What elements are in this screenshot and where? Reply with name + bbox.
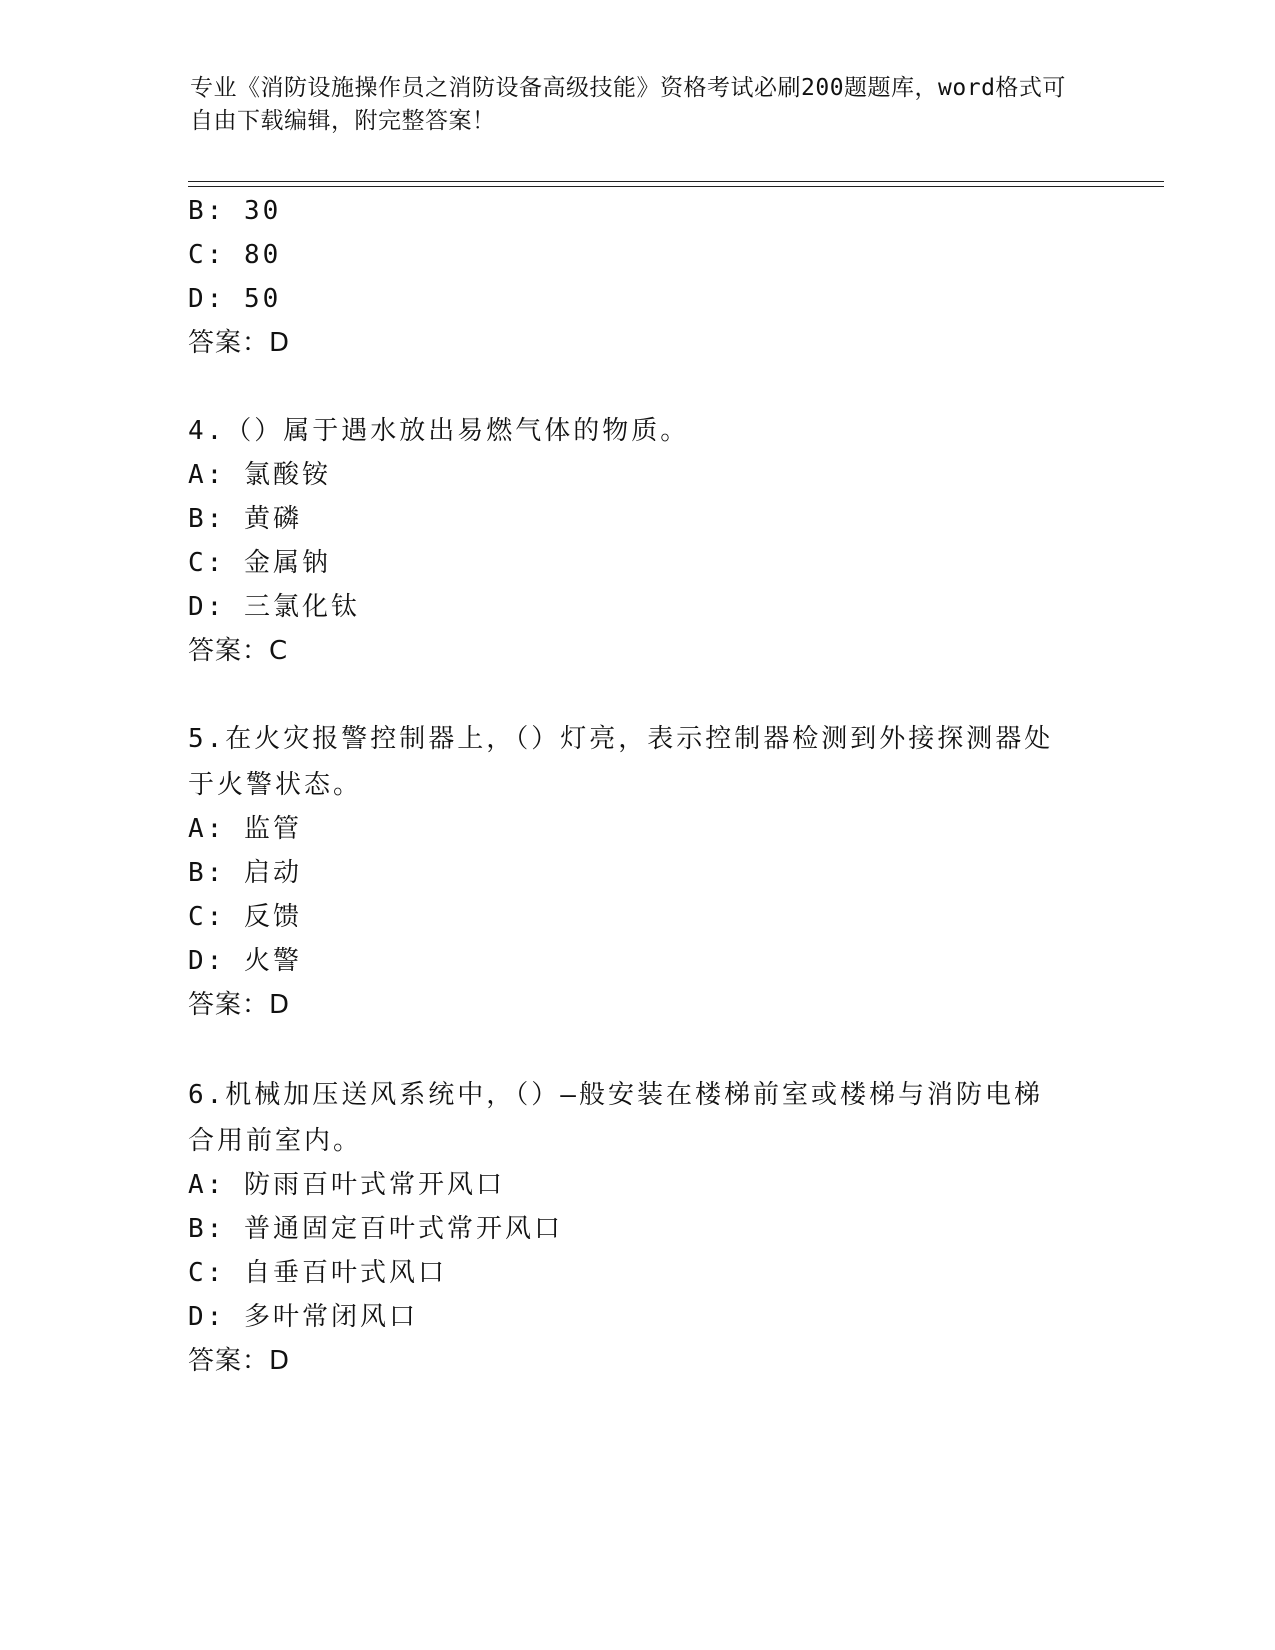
option-text: 80 bbox=[243, 240, 282, 270]
q4-answer: 答案：C bbox=[188, 636, 289, 666]
q6-answer: 答案：D bbox=[188, 1346, 291, 1376]
option-text: 氯酸铵 bbox=[243, 460, 331, 490]
q6-option-a bbox=[188, 1162, 505, 1208]
option-text: 多叶常闭风口 bbox=[243, 1302, 418, 1332]
q3-option-d bbox=[188, 276, 281, 322]
option-letter: B: bbox=[188, 1214, 226, 1244]
q6-question: 6.机械加压送风系统中，（）—般安装在楼梯前室或楼梯与消防电梯合用前室内。 bbox=[188, 1080, 1043, 1156]
q4-option-a bbox=[188, 452, 331, 498]
document-header: 专业《消防设施操作员之消防设备高级技能》资格考试必刷200题题库，word格式可自由下载编辑，附完整答案！ bbox=[190, 75, 1066, 134]
option-letter: A: bbox=[188, 814, 226, 844]
option-letter: A: bbox=[188, 1170, 226, 1200]
option-letter: D: bbox=[188, 284, 226, 314]
option-letter: C: bbox=[188, 1258, 226, 1288]
option-text: 黄磷 bbox=[243, 504, 302, 534]
option-letter: B: bbox=[188, 504, 226, 534]
option-text: 监管 bbox=[243, 814, 302, 844]
q6-option-d bbox=[188, 1294, 418, 1340]
q4-option-c bbox=[188, 540, 331, 586]
header-rule-top bbox=[188, 181, 1164, 182]
option-text: 金属钠 bbox=[243, 548, 331, 578]
option-text: 30 bbox=[243, 196, 282, 226]
q5-answer: 答案：D bbox=[188, 990, 291, 1020]
q5-option-b bbox=[188, 850, 302, 896]
option-text: 普通固定百叶式常开风口 bbox=[243, 1214, 563, 1244]
q3-option-b bbox=[188, 188, 281, 234]
q4-question: 4.（）属于遇水放出易燃气体的物质。 bbox=[188, 416, 690, 446]
option-letter: B: bbox=[188, 858, 226, 888]
option-text: 三氯化钛 bbox=[243, 592, 360, 622]
q3-option-c bbox=[188, 232, 281, 278]
option-letter: A: bbox=[188, 460, 226, 490]
q3-answer: 答案：D bbox=[188, 328, 291, 358]
option-text: 火警 bbox=[243, 946, 302, 976]
q5-question: 5.在火灾报警控制器上，（）灯亮，表示控制器检测到外接探测器处于火警状态。 bbox=[188, 724, 1054, 800]
option-text: 启动 bbox=[243, 858, 302, 888]
option-letter: C: bbox=[188, 548, 226, 578]
q5-option-a bbox=[188, 806, 302, 852]
q6-option-b bbox=[188, 1206, 563, 1252]
option-letter: C: bbox=[188, 240, 226, 270]
option-text: 防雨百叶式常开风口 bbox=[243, 1170, 505, 1200]
option-text: 反馈 bbox=[243, 902, 302, 932]
option-letter: D: bbox=[188, 1302, 226, 1332]
option-letter: D: bbox=[188, 946, 226, 976]
q4-option-d bbox=[188, 584, 360, 630]
option-letter: D: bbox=[188, 592, 226, 622]
option-text: 50 bbox=[243, 284, 282, 314]
option-letter: C: bbox=[188, 902, 226, 932]
option-text: 自垂百叶式风口 bbox=[243, 1258, 447, 1288]
q5-option-c bbox=[188, 894, 302, 940]
q4-option-b bbox=[188, 496, 302, 542]
header-rule-bottom bbox=[188, 186, 1164, 187]
option-letter: B: bbox=[188, 196, 226, 226]
q5-option-d bbox=[188, 938, 302, 984]
q6-option-c bbox=[188, 1250, 447, 1296]
